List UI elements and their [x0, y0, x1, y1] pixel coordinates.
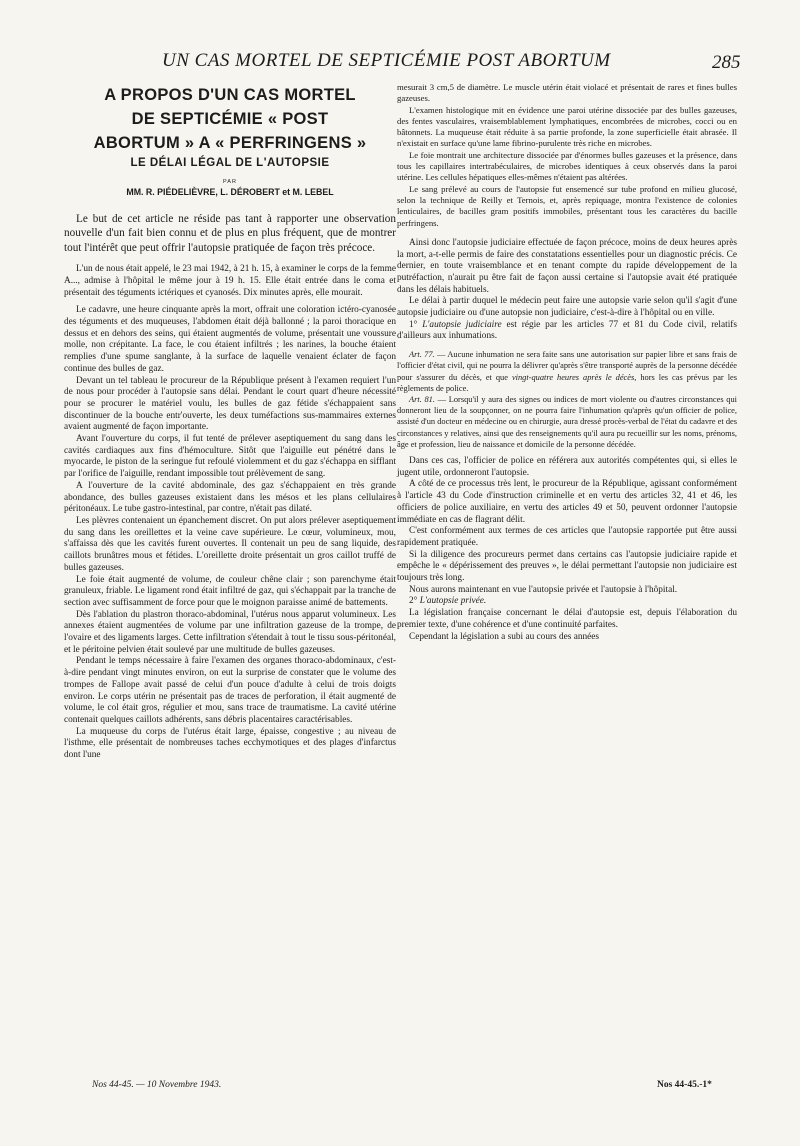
body-paragraph: L'examen histologique mit en évidence une paroi utérine dissociée par des bulles gazeuses, des fentes vasculaires, vraisemblablement lymphatiques, encombrées de microbes, cocci ou en bâtonnets. La muqueuse était réduite à sa partie profonde, la zone superficielle était abrasée. Il n'existait en surface qu'une lame fibrino-purulente très riche en microbes.	[397, 104, 737, 149]
body-paragraph: A l'ouverture de la cavité abdominale, des gaz s'échappaient en très grande abondance, des bulles gazeuses existaient dans les mésos et les plans cellulaires péritonéaux. Le tube gastro-intestinal, par contre, n'était pas dilaté.	[64, 480, 396, 515]
article-81-quote	[397, 394, 737, 450]
body-paragraph: Les plèvres contenaient un épanchement discret. On put alors prélever aseptiquement du sang dans les oreillettes et la veine cave supérieure. Le cœur, volumineux, mou, s'affaissa dès que les cavités furent ouvertes. Il contenait un peu de sang liquide, des caillots brunâtres mous et fétides. L'oreillette droite présentait un gros caillot truffé de bulles gazeuses.	[64, 515, 396, 573]
body-paragraph: mesurait 3 cm,5 de diamètre. Le muscle utérin était violacé et présentait de rares et fines bulles gazeuses.	[397, 82, 737, 104]
article-77-italic: vingt-quatre heures après le décès,	[511, 372, 637, 382]
body-paragraph: Si la diligence des procureurs permet dans certains cas l'autopsie judiciaire rapide et empêche le « dépérissement des preuves », le délai permettant l'autopsie non judiciaire est toujours très long.	[397, 549, 737, 584]
body-paragraph: Pendant le temps nécessaire à faire l'examen des organes thoraco-abdominaux, c'est-à-dire pendant vingt minutes environ, on eut la surprise de constater que le volume des trompes de Fallope avait passé de celui d'un pouce d'adulte à celui de trois doigts environ. Le corps utérin ne présentait pas de traces de perforation, il était augmenté de volume, le col était gros, régulier et mou, sans trace de traumatisme. La cavité utérine contenait quelques caillots adhérents, sans débris placentaires caractérisables.	[64, 656, 396, 725]
article-77-end: hors les cas prévus par les règlements de police.	[397, 372, 737, 393]
article-subtitle: LE DÉLAI LÉGAL DE L'AUTOPSIE	[130, 157, 330, 169]
running-title: UN CAS MORTEL DE SEPTICÉMIE POST ABORTUM	[162, 50, 611, 71]
title-line-2: DE SEPTICÉMIE « POST	[131, 110, 329, 128]
article-title	[64, 85, 396, 154]
article-77-quote	[397, 349, 737, 394]
section-number: 2°	[409, 596, 418, 607]
title-line-3: ABORTUM » A « PERFRINGENS »	[93, 134, 367, 152]
body-paragraph: Nous aurons maintenant en vue l'autopsie privée et l'autopsie à l'hôpital.	[409, 584, 678, 595]
article-77-text: — Aucune inhumation ne sera faite sans une autorisation sur papier libre et sans frais de l'officier d'état civil, qui ne pourra la délivrer qu'après s'être transporté auprès de la personne décédée pour s'assurer du décès, et que	[397, 350, 737, 382]
body-paragraph: Dans ces cas, l'officier de police en référera aux autorités compétentes qui, si elles le jugent utile, ordonneront l'autopsie.	[397, 456, 737, 478]
page-number: 285	[712, 52, 741, 73]
signature-mark: Nos 44-45.-1*	[657, 1080, 712, 1090]
body-paragraph: Le foie était augmenté de volume, de couleur chêne clair ; son parenchyme était granuleux, friable. Le ligament rond était infiltré de gaz, qui s'échappait par la tranche de section avec suffisamment de force pour que le moignon paraisse animé de battements.	[64, 574, 396, 608]
section-number: 1°	[409, 319, 418, 330]
body-paragraph: Le délai à partir duquel le médecin peut faire une autopsie varie selon qu'il s'agit d'une autopsie judiciaire ou d'une autopsie non judiciaire, c'est-à-dire à l'hôpital ou en ville.	[397, 296, 737, 319]
body-paragraph: Le cadavre, une heure cinquante après la mort, offrait une coloration ictéro-cyanosée des téguments et des muqueuses, l'abdomen était déjà ballonné ; la paroi thoracique en dessus et en dehors des seins, qui étaient augmentés de volume, présentait une voussure molle, non crépitante. La face, le cou étaient infiltrés ; les narines, la bouche étaient remplies d'une spume sanglante, à la surface de laquelle venaient éclater de façon continue des bulles de gaz.	[64, 305, 396, 374]
body-paragraph: L'un de nous était appelé, le 23 mai 1942, à 21 h. 15, à examiner le corps de la femme A..., admise à l'hôpital le même jour à 19 h. 15. Elle était entrée dans le coma et présentait des téguments ictériques et cyanosés. Dix minutes après, elle mourait.	[64, 264, 396, 298]
right-column	[397, 82, 737, 643]
article-81-text: — Lorsqu'il y aura des signes ou indices de mort violente ou d'autres circonstances qui donneront lieu de la soupçonner, on ne pourra faire l'inhumation qu'après qu'un officier de police, assisté d'un docteur en médecine ou en chirurgie, aura dressé procès-verbal de l'état du cadavre et des circonstances y relatives, ainsi que des renseignements qu'il aura pu recueillir sur les noms, prénoms, âge et profession, lieu de naissance et domicile de la personne décédée.	[397, 395, 738, 449]
body-paragraph: Le foie montrait une architecture dissociée par d'énormes bulles gazeuses et la présence, dans tous les capillaires intertrabéculaires, de microbes identiques à ceux observés dans la paroi utérine. Les cellules hépatiques elles-mêmes n'étaient pas altérées.	[397, 149, 737, 183]
body-paragraph: La législation française concernant le délai d'autopsie est, depuis l'élaboration du premier texte, d'une cohérence et d'une continuité parfaites.	[397, 608, 737, 630]
body-paragraph: Devant un tel tableau le procureur de la République présent à l'examen requiert l'un de nous pour procéder à l'autopsie sans délai. Pendant le court quart d'heure nécessité pour se procurer le matériel voulu, les bulles de gaz fétide s'échappaient sans discontinuer de la bouche entr'ouverte, les deux tuméfactions sus-mammaires externes avaient augmenté de façon importante.	[64, 375, 396, 433]
authors: MM. R. PIÉDELIÈVRE, L. DÉROBERT et M. LEBEL	[126, 187, 334, 197]
article-81-label: Art. 81.	[409, 395, 435, 404]
body-paragraph: Cependant la législation a subi au cours des années	[409, 631, 600, 642]
body-paragraph: Le sang prélevé au cours de l'autopsie fut ensemencé sur tube profond en milieu glucosé, selon la technique de Reilly et Ternois, et, après repiquage, montra l'existence de colonies lenticulaires, de bacilles gram positifs immobiles, présentant tous les caractères du bacille perfringens.	[397, 183, 737, 228]
body-paragraph: C'est conformément aux termes de ces articles que l'autopsie rapportée put être aussi rapidement pratiquée.	[397, 526, 737, 548]
left-column	[64, 82, 396, 762]
section-heading: L'autopsie judiciaire	[422, 319, 502, 330]
body-paragraph: Ainsi donc l'autopsie judiciaire effectuée de façon précoce, moins de deux heures après la mort, a-t-elle permis de faire des constatations essentielles pour un diagnostic précis. Ce dernier, en toute vraisemblance et en tenant compte du rapide développement de la putréfaction, n'aurait pu être fait de façon aussi certaine si l'autopsie avait été pratiquée dans les délais habituels.	[397, 237, 737, 295]
section-heading: L'autopsie privée.	[419, 596, 487, 607]
byline-par: PAR	[223, 179, 237, 185]
section-text: est régie par les articles 77 et 81 du Code civil, relatifs d'ailleurs aux inhumations.	[397, 319, 738, 342]
intro-paragraph: Le but de cet article ne réside pas tant à rapporter une observation nouvelle d'un fait bien connu et de plus en plus fréquent, que de montrer tout l'intérêt que peut offrir l'autopsie pratiquée de façon très précoce.	[64, 213, 396, 254]
section-paragraph	[397, 320, 737, 343]
title-line-1: A PROPOS D'UN CAS MORTEL	[104, 86, 356, 104]
issue-date: Nos 44-45. — 10 Novembre 1943.	[92, 1080, 222, 1090]
article-77-label: Art. 77.	[409, 350, 435, 360]
body-paragraph: Avant l'ouverture du corps, il fut tenté de prélever aseptiquement du sang dans les cavités cardiaques aux fins d'hémoculture. Sitôt que l'aiguille eut pénétré dans le myocarde, le piston de la seringue fut refoulé violemment et du gaz s'échappa en sifflant par l'orifice de l'aiguille, rendant impossible tout prélèvement de sang.	[64, 434, 396, 480]
section-paragraph	[397, 596, 737, 608]
body-paragraph: La muqueuse du corps de l'utérus était large, épaisse, congestive ; au niveau de l'isthme, elle présentait de nombreuses taches ecchymotiques et des plages d'infarctus dont l'une	[64, 726, 396, 761]
body-paragraph: Dès l'ablation du plastron thoraco-abdominal, l'utérus nous apparut volumineux. Les annexes étaient augmentées de volume par une infiltration gazeuse de la trompe, de l'ovaire et des ligaments larges. Cette infiltration s'étendait à tout le tissu sous-péritonéal, et le péritoine pelvien était soulevé par une multitude de bulles gazeuses.	[64, 609, 396, 655]
body-paragraph: A côté de ce processus très lent, le procureur de la République, agissant conformément à l'article 43 du Code d'instruction criminelle et en vertu des articles 32, 41 et 46, les officiers de police auxiliaire, en vertu des articles 49 et 50, peuvent ordonner l'autopsie immédiate en cas de flagrant délit.	[397, 479, 737, 525]
